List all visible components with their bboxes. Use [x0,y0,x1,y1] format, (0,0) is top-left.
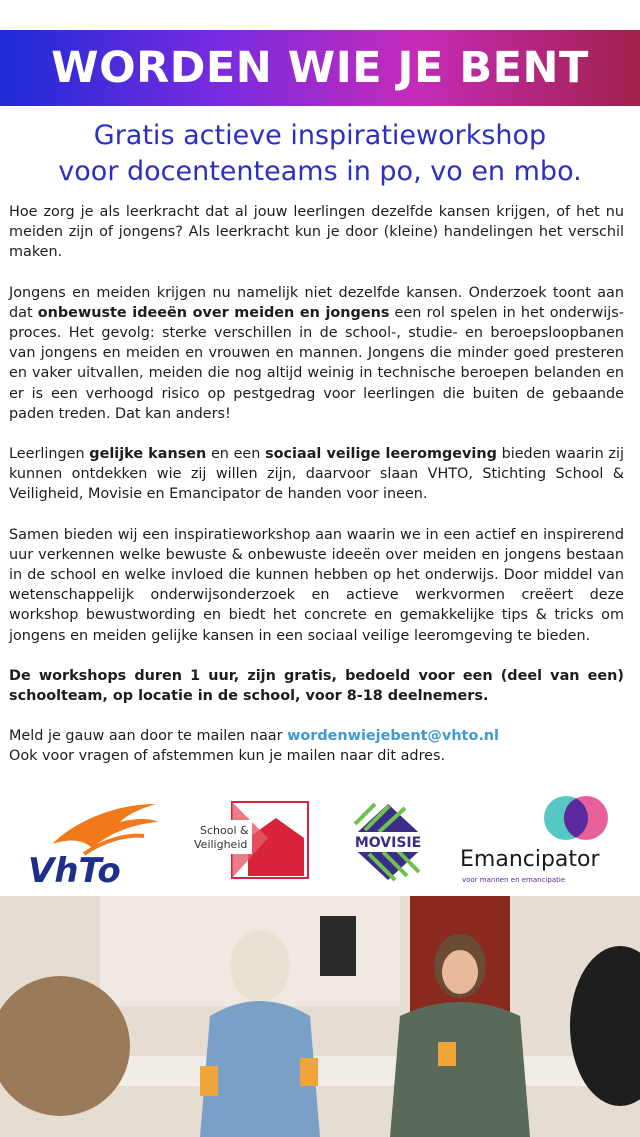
paragraph-problem [9,283,624,424]
paragraph-contact [9,726,624,766]
paragraph-partners-text-c: bieden waarin zij kunnen ontdekken wie zij willen zijn, daarvoor slaan VHTO, Stichting School & Veiligheid, Movisie en Emancipator de handen voor ineen. [9,446,624,503]
photo-woman-right-body [390,1002,530,1137]
subtitle-line-2: voor docententeams in po, vo en mbo. [58,156,582,187]
photo-cup-1 [200,1066,218,1096]
emancipator-logo [458,794,618,886]
contact-note: Ook voor vragen of afstemmen kun je mailen naar dit adres. [9,748,446,765]
paragraph-problem-text-a: Jongens en meiden krijgen nu namelijk niet dezelfde kansen. Onderzoek toont aan dat [9,284,624,321]
paragraph-partners-text-b: en een [206,446,266,463]
subtitle-line-1: Gratis actieve inspiratieworkshop [93,120,547,151]
paragraph-partners-bold-1: gelijke kansen [89,446,207,463]
subtitle [0,118,640,190]
vhto-logo [24,796,164,888]
photo-woman-left-head [230,930,290,1002]
title-banner [0,30,640,106]
movisie-logo [345,802,431,882]
paragraph-partners [9,444,624,505]
photo-woman-right-face [442,950,478,994]
paragraph-details [9,666,624,706]
vhto-wordmark: VhTo [28,851,121,888]
emancipator-wordmark: Emancipator [460,847,600,872]
photo-cup-2 [300,1058,318,1086]
paragraph-details-bold: De workshops duren 1 uur, zijn gratis, bedoeld voor een (deel van een) schoolteam, op locatie in de school, voor 8-18 deelnemers. [9,667,624,705]
workshop-photo [0,896,640,1137]
photo-cup-3 [438,1042,456,1066]
body-text [9,202,624,787]
paragraph-problem-text-b: een rol spelen in het onderwijs-proces. Het gevolg: sterke verschillen in de school-, studie- en beroepsloopbanen van jongens en meiden en vrouwen en mannen. Jongens die minder goed presteren en vaker uitvallen, meiden die nog altijd weinig in technische beroepen belanden en er is een verhoogd risico op pestgedrag voor leerlingen die buiten de gebaande paden treden. Dat kan anders! [9,304,624,422]
school-veiligheid-logo [192,798,312,884]
page-title: WORDEN WIE JE BENT [51,43,589,93]
paragraph-partners-text-a: Leerlingen [9,446,90,463]
paragraph-problem-bold: onbewuste ideeën over meiden en jongens [37,304,390,321]
school-veiligheid-line-1: School & [200,824,249,837]
emancipator-tagline: voor mannen en emancipatie [462,876,566,884]
school-veiligheid-line-2: Veiligheid [194,838,248,851]
email-link[interactable]: wordenwiejebent@vhto.nl [287,728,499,745]
movisie-wordmark: MOVISIE [354,835,422,851]
paragraph-partners-bold-2: sociaal veilige leeromgeving [265,446,497,463]
photo-table [60,1056,620,1086]
photo-monitor [320,916,356,976]
contact-text: Meld je gauw aan door te mailen naar [9,728,288,745]
paragraph-workshop: Samen bieden wij een inspiratieworkshop aan waarin we in een actief en inspirerend uur verkennen welke bewuste & onbewuste ideeën over meiden en jongens bestaan in de school en welke invloed die kunnen hebben op het onderwijs. Door middel van wetenschappelijk onderwijsonderzoek en actieve werkvormen creëert deze workshop bewustwording en biedt het concrete en gemakkelijke tips & tricks om jongens en meiden gelijke kansen in een sociaal veilige leeromgeving te bieden. [9,526,624,644]
paragraph-intro: Hoe zorg je als leerkracht dat al jouw leerlingen dezelfde kansen krijgen, of het nu meiden zijn of jongens? Als leerkracht kun je door (kleine) handelingen het verschil maken. [9,204,624,261]
partner-logos [0,792,640,892]
